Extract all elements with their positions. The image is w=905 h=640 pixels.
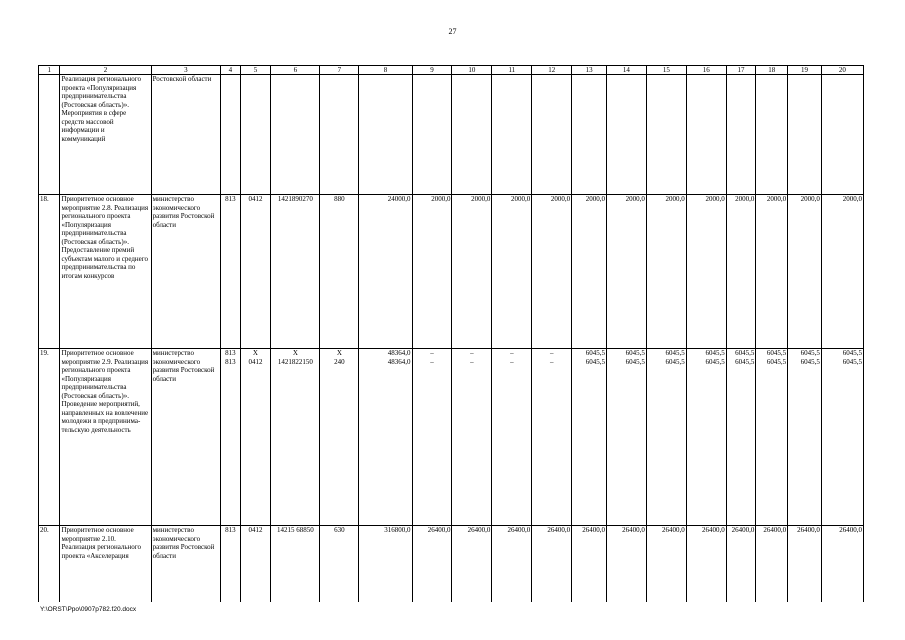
section-code-cell [240, 349, 271, 526]
column-header: 4 [221, 66, 240, 75]
year-value-cell: 26400,0 [452, 526, 492, 602]
table-row [39, 526, 864, 602]
total-cell: 316800,0 [359, 526, 412, 602]
expense-type-cell: 630 [320, 526, 359, 602]
line-value: 6045,5 [735, 357, 755, 366]
row-number-cell: 20. [39, 526, 60, 602]
table-row [39, 349, 864, 526]
table-row-continuation [39, 75, 864, 195]
executor-cell: министерство экономического развития Ростовской области [151, 349, 221, 526]
line-value: Х [292, 349, 298, 357]
year-value-cell: 26400,0 [646, 526, 686, 602]
row-number-cell: 19. [39, 349, 60, 526]
line-value: 6045,5 [766, 349, 787, 357]
line-value: – [430, 357, 434, 366]
expense-type-cell: 880 [320, 195, 359, 349]
column-header: 2 [60, 66, 151, 75]
header-row [39, 66, 864, 75]
year-value-cell: 26400,0 [492, 526, 532, 602]
budget-table [38, 65, 864, 602]
line-value: 6045,5 [625, 349, 645, 357]
line-value: Х [336, 349, 342, 357]
line-value: 6045,5 [800, 357, 820, 366]
line-value: – [549, 357, 554, 366]
line-value: 813 [225, 349, 236, 357]
line-value: 6045,5 [665, 349, 685, 357]
year-value-cell: 2000,0 [726, 195, 756, 349]
gov-code-cell: 813 [221, 195, 240, 349]
year-value-cell [572, 349, 607, 526]
expense-type-cell [320, 349, 359, 526]
total-cell: 24000,0 [359, 195, 412, 349]
line-value: 1421822150 [277, 357, 313, 366]
year-value-cell: 2000,0 [452, 195, 492, 349]
year-value-cell [686, 349, 726, 526]
line-value: 6045,5 [842, 349, 862, 357]
year-value-cell: 26400,0 [788, 526, 822, 602]
column-header: 5 [240, 66, 271, 75]
section-code-cell: 0412 [240, 526, 271, 602]
activity-name-cell: Реализация регионального проекта «Популяризация предпринимательства (Ростовская область)». Мероприятия в сфере средств массовой информации и коммуникаций [60, 75, 151, 195]
activity-name-cell: Приоритетное основное мероприятие 2.9. Реализация регионального проекта «Популяризация предпринимательства (Ростовская область)». Проведение мероприятий, направленных на вовлечение молодежи в предпринима-тельскую деятельность [60, 349, 151, 526]
line-value: 48364,0 [387, 349, 411, 357]
year-value-cell: 2000,0 [646, 195, 686, 349]
page-number: 27 [448, 27, 457, 36]
line-value: 6045,5 [585, 357, 605, 366]
total-cell [359, 349, 412, 526]
column-header: 18 [756, 66, 788, 75]
year-value-cell: 26400,0 [726, 526, 756, 602]
row-number-cell [39, 75, 60, 195]
year-value-cell: 26400,0 [606, 526, 646, 602]
target-code-cell [271, 349, 320, 526]
line-value: 813 [225, 357, 236, 366]
year-value-cell [452, 349, 492, 526]
year-value-cell: 26400,0 [532, 526, 572, 602]
year-value-cell: 26400,0 [412, 526, 452, 602]
year-value-cell: 2000,0 [412, 195, 452, 349]
column-header: 20 [821, 66, 863, 75]
line-value: 48364,0 [387, 357, 411, 366]
column-header: 15 [646, 66, 686, 75]
year-value-cell [532, 349, 572, 526]
year-value-cell [788, 349, 822, 526]
row-number-cell: 18. [39, 195, 60, 349]
column-header: 19 [788, 66, 822, 75]
line-value: 6045,5 [705, 357, 725, 366]
column-header: 7 [320, 66, 359, 75]
year-value-cell: 2000,0 [606, 195, 646, 349]
line-value: 6045,5 [585, 349, 605, 357]
year-value-cell [821, 349, 863, 526]
year-value-cell: 26400,0 [686, 526, 726, 602]
line-value: 6045,5 [800, 349, 820, 357]
column-header: 3 [151, 66, 221, 75]
executor-cell: министерство экономического развития Ростовской области [151, 195, 221, 349]
line-value: – [470, 349, 474, 357]
year-value-cell [646, 349, 686, 526]
line-value: 0412 [248, 357, 263, 366]
line-value: – [510, 349, 514, 357]
line-value: – [510, 357, 514, 366]
column-header: 11 [492, 66, 532, 75]
column-header: 9 [412, 66, 452, 75]
year-value-cell: 2000,0 [821, 195, 863, 349]
line-value: 6045,5 [766, 357, 787, 366]
year-value-cell: 2000,0 [756, 195, 788, 349]
year-value-cell: 26400,0 [572, 526, 607, 602]
line-value: – [470, 357, 474, 366]
line-value: – [430, 349, 434, 357]
table-row [39, 195, 864, 349]
line-value: 6045,5 [705, 349, 725, 357]
column-header: 13 [572, 66, 607, 75]
activity-name-cell: Приоритетное основное мероприятие 2.10. Реализация регионального проекта «Акселерация [60, 526, 151, 602]
target-code-cell: 1421890270 [271, 195, 320, 349]
year-value-cell [606, 349, 646, 526]
column-header: 6 [271, 66, 320, 75]
year-value-cell: 2000,0 [788, 195, 822, 349]
year-value-cell: 26400,0 [821, 526, 863, 602]
column-header: 12 [532, 66, 572, 75]
line-value: 6045,5 [842, 357, 862, 366]
line-value: 240 [334, 357, 345, 366]
column-header: 14 [606, 66, 646, 75]
year-value-cell [412, 349, 452, 526]
column-header: 16 [686, 66, 726, 75]
target-code-cell: 14215 68850 [271, 526, 320, 602]
year-value-cell: 26400,0 [756, 526, 788, 602]
line-value: – [549, 349, 554, 357]
year-value-cell: 2000,0 [572, 195, 607, 349]
line-value: 6045,5 [625, 357, 645, 366]
activity-name-cell: Приоритетное основное мероприятие 2.8. Реализация регионального проекта «Популяризация предпринимательства (Ростовская область)». Предоставление премий субъектам малого и среднего предпринимательства по итогам конкурсов [60, 195, 151, 349]
column-header: 17 [726, 66, 756, 75]
year-value-cell: 2000,0 [532, 195, 572, 349]
column-header: 1 [39, 66, 60, 75]
executor-cell: министерство экономического развития Ростовской области [151, 526, 221, 602]
year-value-cell [726, 349, 756, 526]
year-value-cell: 2000,0 [686, 195, 726, 349]
executor-cell: Ростовской области [151, 75, 221, 195]
column-header: 8 [359, 66, 412, 75]
line-value: Х [252, 349, 258, 357]
section-code-cell: 0412 [240, 195, 271, 349]
column-header: 10 [452, 66, 492, 75]
year-value-cell [756, 349, 788, 526]
year-value-cell: 2000,0 [492, 195, 532, 349]
line-value: 6045,5 [735, 349, 755, 357]
file-path-footer: Y:\ORST\Ppo\0907p782.f20.docx [40, 606, 137, 613]
gov-code-cell [221, 349, 240, 526]
line-value: 6045,5 [665, 357, 685, 366]
gov-code-cell: 813 [221, 526, 240, 602]
year-value-cell [492, 349, 532, 526]
